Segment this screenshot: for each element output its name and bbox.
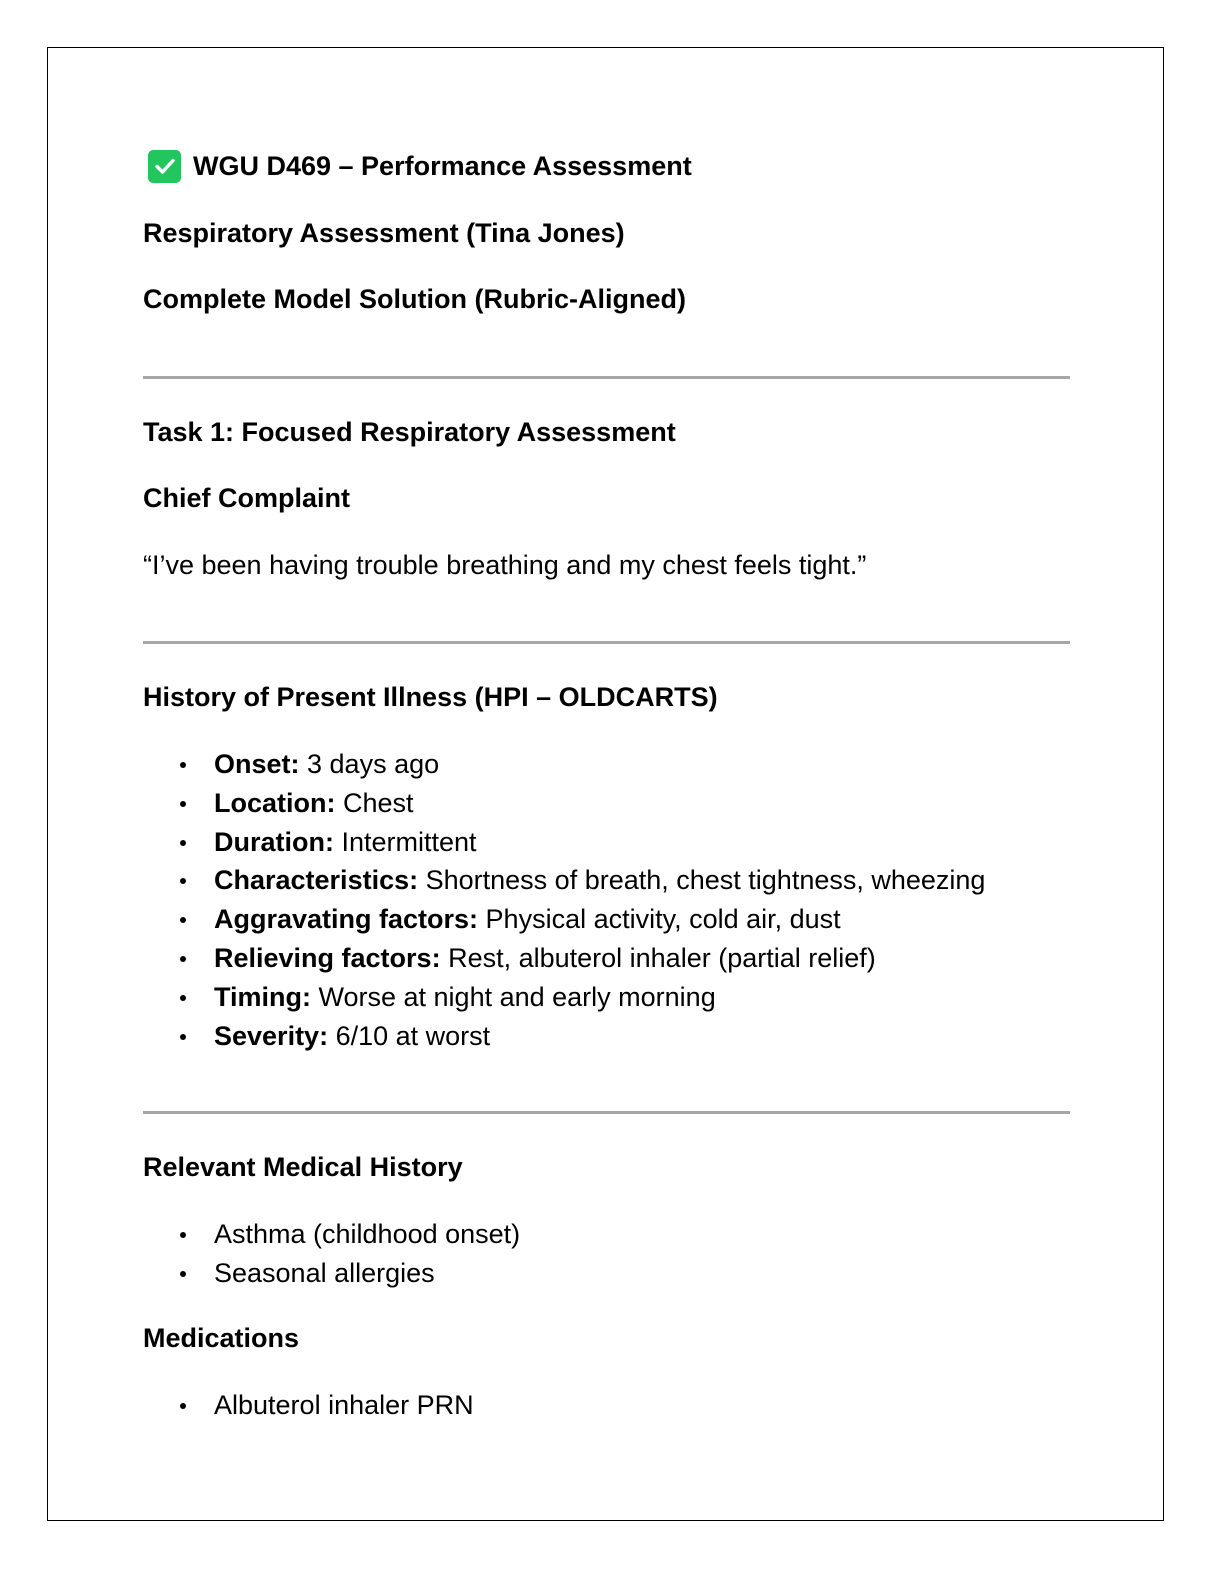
hpi-label: Severity: — [214, 1020, 329, 1051]
hpi-label: Characteristics: — [214, 865, 419, 896]
check-mark-icon — [148, 150, 181, 183]
document-subtitle-2: Complete Model Solution (Rubric-Aligned) — [143, 284, 686, 314]
medical-history-list — [143, 1215, 520, 1293]
list-item — [143, 900, 985, 939]
hpi-value: Rest, albuterol inhaler (partial relief) — [440, 942, 876, 973]
document-subtitle: Respiratory Assessment (Tina Jones) — [143, 218, 625, 248]
list-item — [143, 861, 985, 900]
chief-complaint-quote: “I’ve been having trouble breathing and my chest feels tight.” — [143, 550, 867, 580]
hpi-list — [143, 745, 985, 1055]
list-item — [143, 823, 985, 862]
medical-history-heading: Relevant Medical History — [143, 1152, 463, 1182]
hpi-label: Location: — [214, 787, 336, 818]
hpi-value: Chest — [335, 787, 414, 818]
document-title-text: WGU D469 – Performance Assessment — [193, 151, 692, 181]
hpi-label: Relieving factors: — [214, 942, 441, 973]
medications-heading: Medications — [143, 1323, 300, 1353]
hpi-label: Timing: — [214, 981, 311, 1012]
chief-complaint-heading: Chief Complaint — [143, 483, 350, 513]
hpi-value: Physical activity, cold air, dust — [478, 904, 841, 935]
hpi-value: Intermittent — [333, 826, 477, 857]
list-item — [143, 745, 985, 784]
list-item: Albuterol inhaler PRN — [143, 1386, 474, 1425]
hpi-value: Worse at night and early morning — [311, 981, 716, 1012]
task-heading: Task 1: Focused Respiratory Assessment — [143, 417, 676, 447]
document-title — [143, 148, 692, 184]
list-item: Asthma (childhood onset) — [143, 1215, 520, 1254]
section-divider — [143, 641, 1070, 644]
section-divider — [143, 376, 1070, 379]
list-item — [143, 939, 985, 978]
hpi-heading: History of Present Illness (HPI – OLDCARTS) — [143, 682, 718, 712]
hpi-value: 6/10 at worst — [328, 1020, 491, 1051]
list-item — [143, 978, 985, 1017]
hpi-label: Onset: — [214, 749, 300, 779]
hpi-label: Duration: — [214, 826, 334, 857]
section-divider — [143, 1111, 1070, 1114]
hpi-value: Shortness of breath, chest tightness, wheezing — [418, 865, 986, 896]
hpi-label: Aggravating factors: — [214, 904, 479, 935]
list-item — [143, 1017, 985, 1056]
list-item — [143, 784, 985, 823]
medications-list — [143, 1386, 474, 1425]
hpi-value: 3 days ago — [299, 749, 440, 779]
list-item: Seasonal allergies — [143, 1254, 520, 1293]
